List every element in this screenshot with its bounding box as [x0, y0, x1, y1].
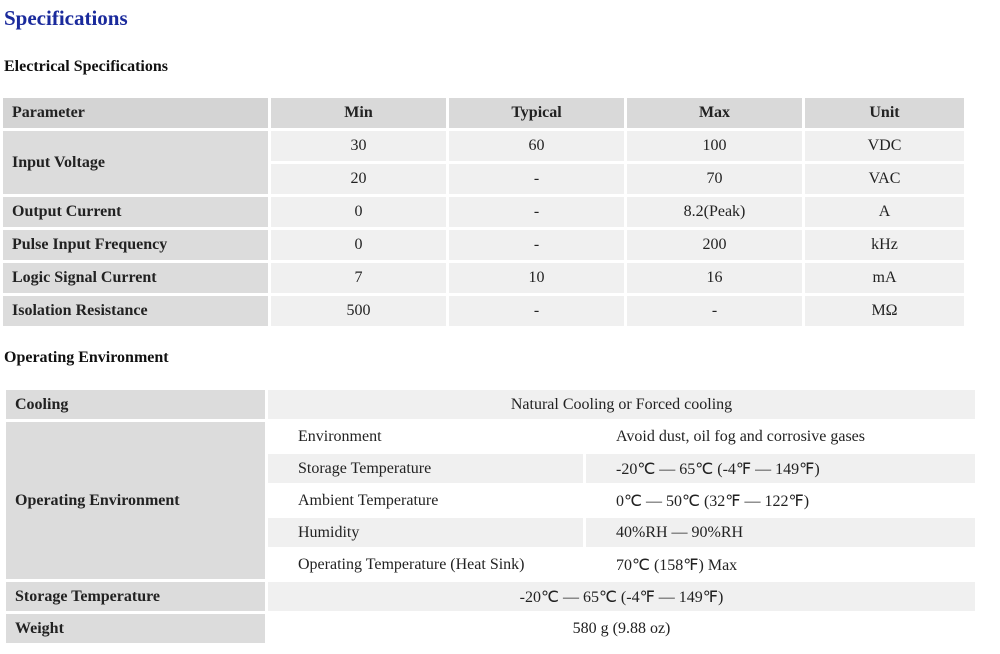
row-label-isolation-resistance: Isolation Resistance — [3, 296, 268, 326]
table-row — [6, 422, 975, 451]
ambient-temperature-item-label: Ambient Temperature — [268, 486, 583, 515]
table-row — [3, 263, 964, 293]
header-typical: Typical — [449, 98, 624, 128]
cell-unit: VAC — [805, 164, 964, 194]
storage-temperature-item-value: -20℃ — 65℃ (-4℉ — 149℉) — [586, 454, 975, 483]
operating-temperature-item-label: Operating Temperature (Heat Sink) — [268, 550, 583, 579]
environment-item-label: Environment — [268, 422, 583, 451]
row-label-weight: Weight — [6, 614, 265, 643]
cooling-value: Natural Cooling or Forced cooling — [268, 390, 975, 419]
cell-min: 7 — [271, 263, 446, 293]
cell-unit: VDC — [805, 131, 964, 161]
cell-unit: A — [805, 197, 964, 227]
cell-max: 200 — [627, 230, 802, 260]
table-row — [6, 582, 975, 611]
header-max: Max — [627, 98, 802, 128]
row-label-input-voltage: Input Voltage — [3, 131, 268, 194]
table-row — [6, 614, 975, 643]
humidity-item-value: 40%RH — 90%RH — [586, 518, 975, 547]
cell-typical: - — [449, 296, 624, 326]
cell-max: - — [627, 296, 802, 326]
cell-typical: 60 — [449, 131, 624, 161]
storage-temperature-value: -20℃ — 65℃ (-4℉ — 149℉) — [268, 582, 975, 611]
humidity-item-label: Humidity — [268, 518, 583, 547]
environment-item-value: Avoid dust, oil fog and corrosive gases — [586, 422, 975, 451]
cell-min: 0 — [271, 197, 446, 227]
cell-unit: kHz — [805, 230, 964, 260]
cell-min: 500 — [271, 296, 446, 326]
cell-max: 100 — [627, 131, 802, 161]
page-title: Specifications — [4, 6, 128, 30]
cell-unit: mA — [805, 263, 964, 293]
row-label-operating-environment: Operating Environment — [6, 422, 265, 579]
operating-environment-table — [3, 387, 978, 646]
header-min: Min — [271, 98, 446, 128]
cell-max: 16 — [627, 263, 802, 293]
weight-value: 580 g (9.88 oz) — [268, 614, 975, 643]
table-row — [3, 131, 964, 161]
cell-max: 8.2(Peak) — [627, 197, 802, 227]
cell-unit: MΩ — [805, 296, 964, 326]
storage-temperature-item-label: Storage Temperature — [268, 454, 583, 483]
table-row — [6, 390, 975, 419]
cell-min: 20 — [271, 164, 446, 194]
row-label-logic-signal-current: Logic Signal Current — [3, 263, 268, 293]
header-unit: Unit — [805, 98, 964, 128]
cell-typical: - — [449, 197, 624, 227]
row-label-cooling: Cooling — [6, 390, 265, 419]
row-label-storage-temperature: Storage Temperature — [6, 582, 265, 611]
operating-temperature-item-value: 70℃ (158℉) Max — [586, 550, 975, 579]
table-row — [3, 296, 964, 326]
cell-typical: 10 — [449, 263, 624, 293]
row-label-pulse-input-frequency: Pulse Input Frequency — [3, 230, 268, 260]
electrical-specifications-heading: Electrical Specifications — [4, 58, 168, 75]
header-parameter: Parameter — [3, 98, 268, 128]
cell-min: 0 — [271, 230, 446, 260]
table-row — [3, 230, 964, 260]
cell-typical: - — [449, 164, 624, 194]
row-label-output-current: Output Current — [3, 197, 268, 227]
cell-typical: - — [449, 230, 624, 260]
table-row — [3, 197, 964, 227]
cell-min: 30 — [271, 131, 446, 161]
operating-environment-heading: Operating Environment — [4, 349, 169, 366]
table-header-row — [3, 98, 964, 128]
ambient-temperature-item-value: 0℃ — 50℃ (32℉ — 122℉) — [586, 486, 975, 515]
electrical-specifications-table — [0, 95, 967, 329]
cell-max: 70 — [627, 164, 802, 194]
